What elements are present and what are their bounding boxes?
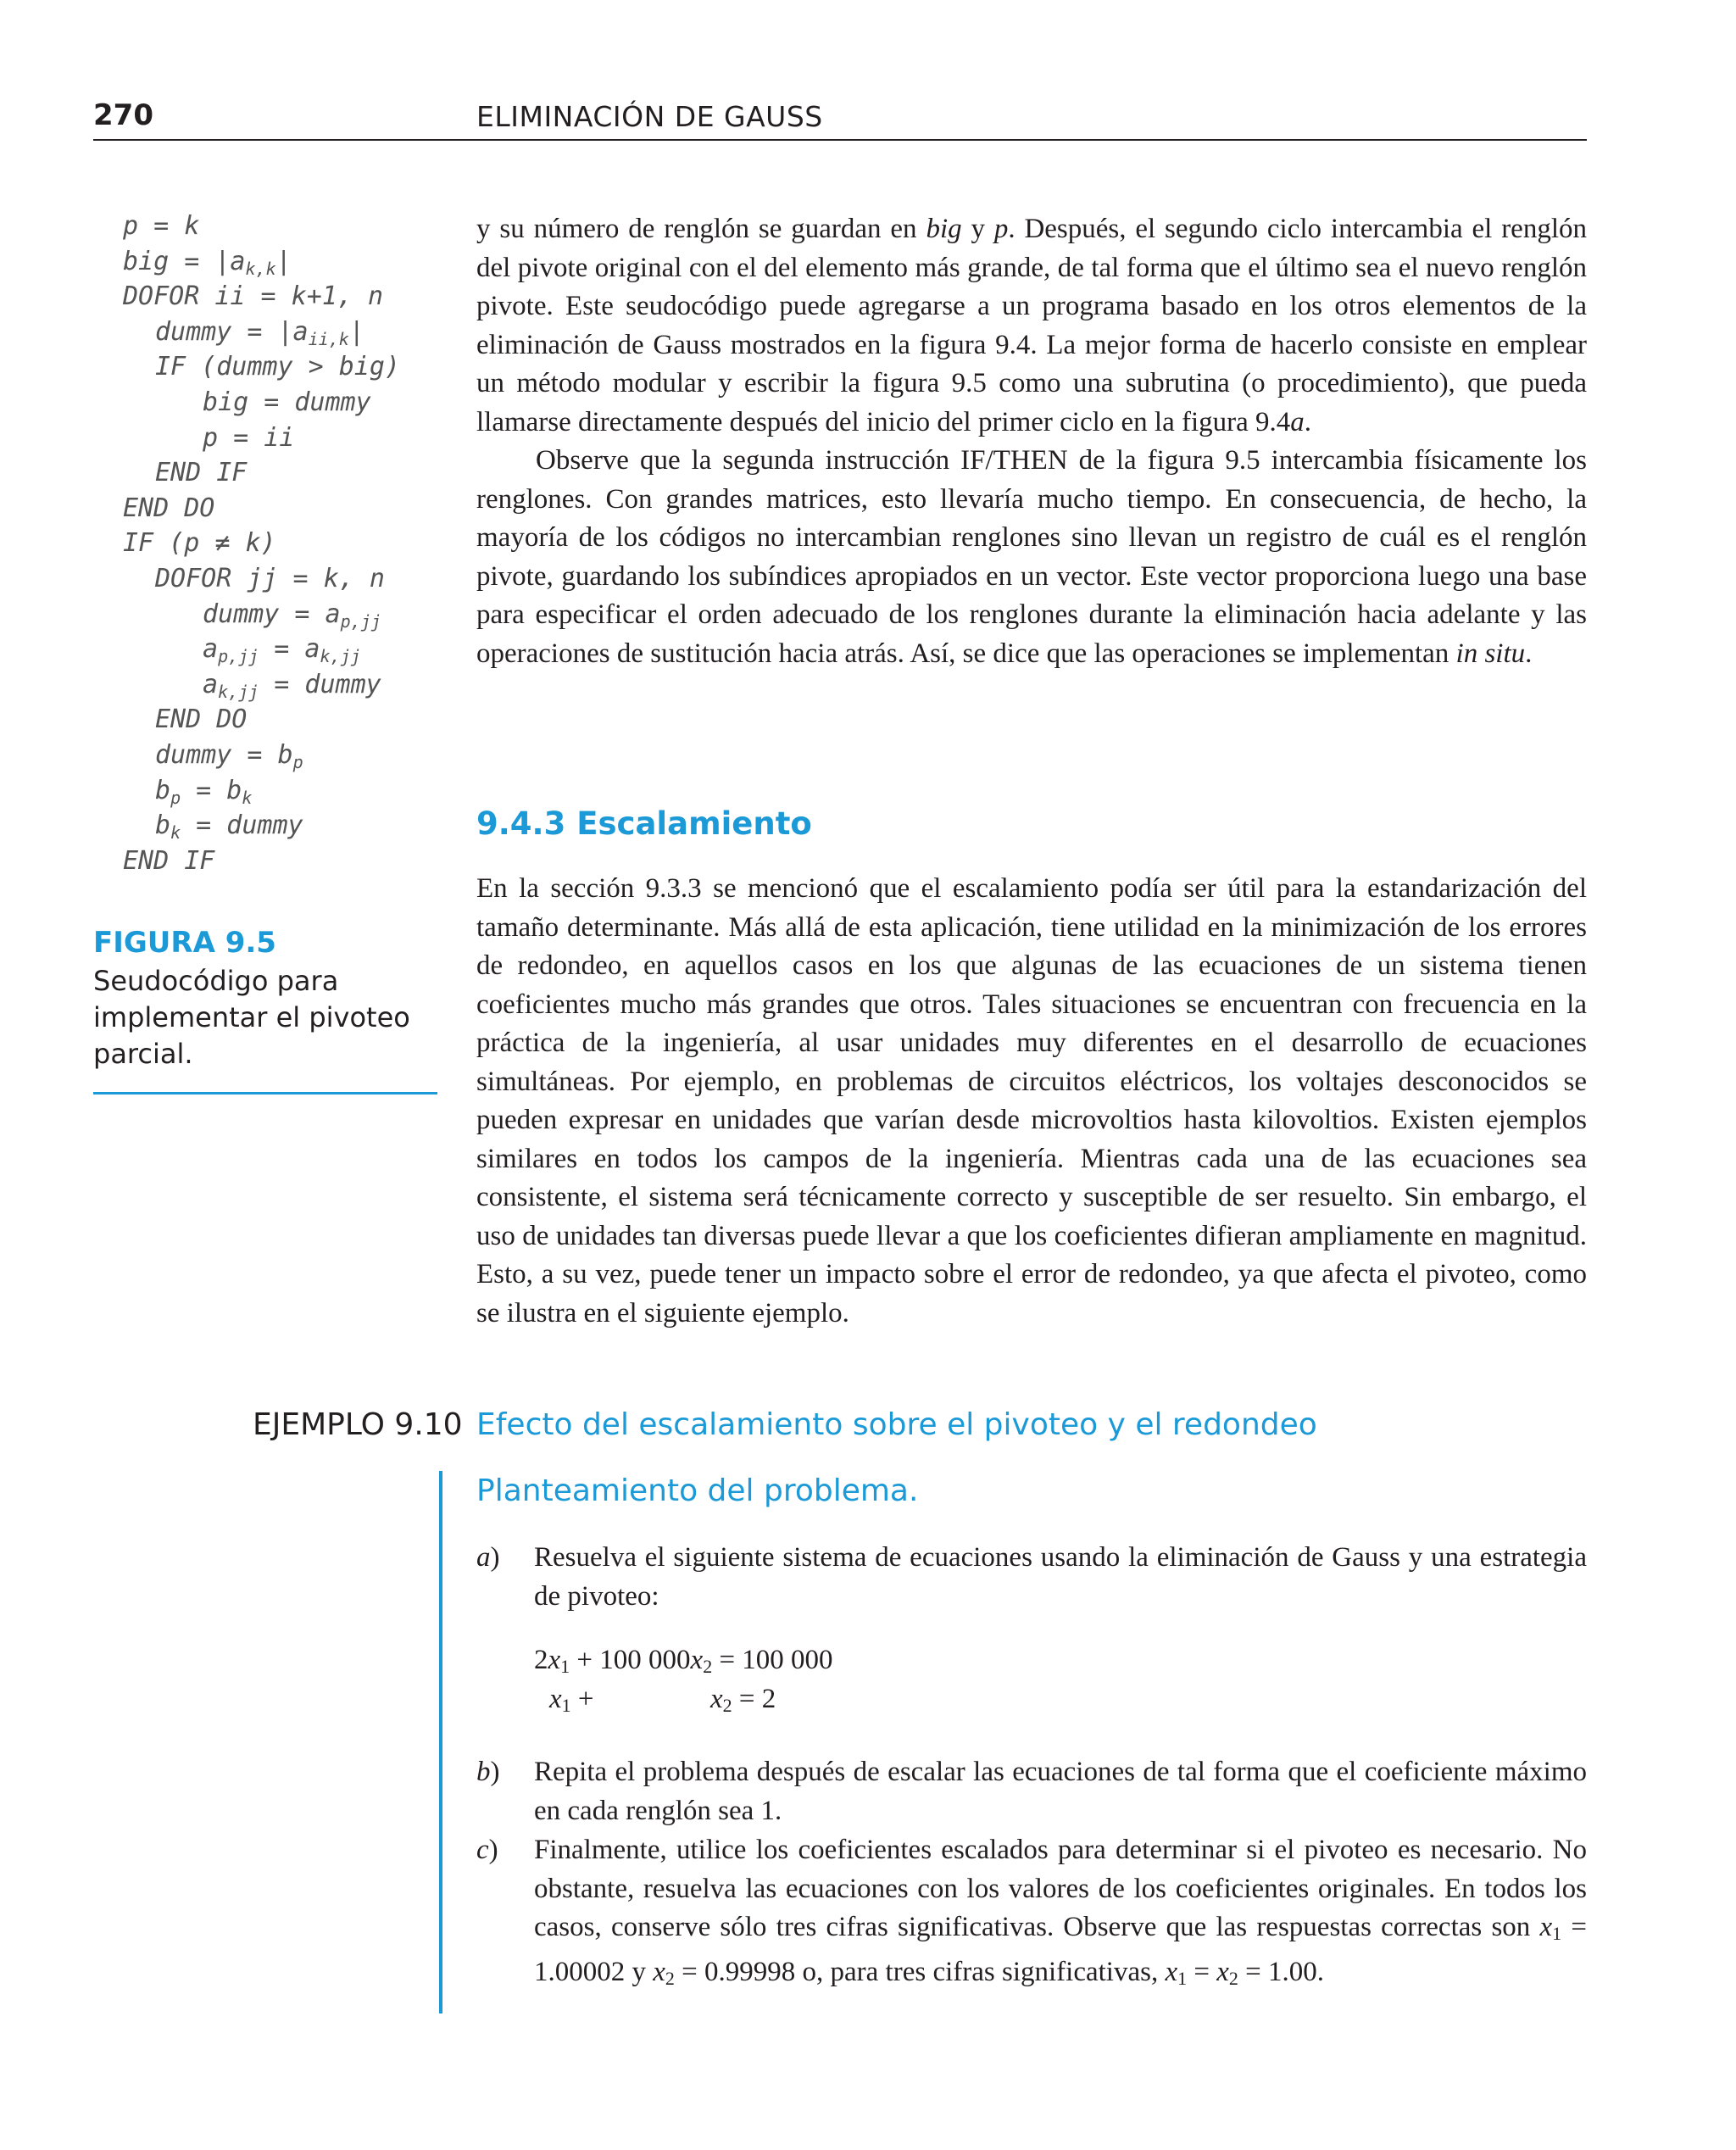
- item-text: Resuelva el siguiente sistema de ecuaciones usando la eliminación de Gauss y una estrategia de pivoteo:: [534, 1542, 1587, 1612]
- code-line: big = dummy: [203, 387, 371, 417]
- code-line: DOFOR ii = k+1, n: [123, 281, 384, 312]
- example-title: Efecto del escalamiento sobre el pivoteo y el redondeo: [476, 1407, 1317, 1442]
- example-bar: [439, 1471, 442, 2014]
- pseudocode-block: [123, 209, 400, 878]
- code-line: p = ii: [203, 422, 295, 453]
- item-text: Repita el problema después de escalar las ecuaciones de tal forma que el coeficiente máximo en cada renglón sea 1.: [534, 1757, 1587, 1826]
- code-line: big = $|a_{k,k}|$: [123, 246, 292, 279]
- code-line: IF (p ≠ k): [123, 528, 276, 559]
- problem-heading: Planteamiento del problema.: [476, 1473, 919, 1508]
- figure-rule: [93, 1092, 437, 1094]
- running-head: ELIMINACIÓN DE GAUSS: [476, 100, 823, 133]
- list-item: [476, 1753, 1587, 1830]
- code-line: $b_k$ = dummy: [155, 810, 303, 844]
- equation-2: $x_1$ +: [549, 1684, 594, 1716]
- paragraph: Observe que la segunda instrucción IF/THEN de la figura 9.5 intercambia físicamente los renglones. Con grandes matrices, esto llevaría mucho tiempo. En consecuencia, de hecho, la mayoría de los códigos no intercambian renglones sino llevan un registro de cuál es el renglón pivote, guardando los subíndices apropiados en un vector. Este vector proporciona luego una base para especificar el orden adecuado de los renglones durante la eliminación hacia adelante y las operaciones de sustitución hacia atrás. Así, se dice que las operaciones se implementan in situ.: [476, 445, 1587, 669]
- paragraph: y su número de renglón se guardan en big y p. Después, el segundo ciclo intercambia el renglón del pivote original con el del elemento más grande, de tal forma que el último sea el nuevo renglón pivote. Este seudocódigo puede agregarse a un programa basado en los otros elementos de la eliminación de Gauss mostrados en la figura 9.4. La mejor forma de hacerlo consiste en emplear un método modular y escribir la figura 9.5 como una subrutina (o procedimiento), que pueda llamarse directamente después del inicio del primer ciclo en la figura 9.4a.: [476, 214, 1588, 437]
- equation-1: $2x_1 + 100$ $000x_2 = 100$ 000: [534, 1645, 833, 1677]
- item-letter: a): [476, 1542, 500, 1573]
- paragraph: En la sección 9.3.3 se mencionó que el escalamiento podía ser útil para la estandarización del tamaño determinante. Más allá de esta aplicación, tiene utilidad en la minimización de los errores de redondeo, en aquellos casos en los que algunas de las ecuaciones de un sistema tienen coeficientes mucho más grandes que otros. Tales situaciones se encuentran con frecuencia en la práctica de la ingeniería, al usar unidades muy diferentes en el desarrollo de ecuaciones simultáneas. Por ejemplo, en problemas de circuitos eléctricos, los voltajes desconocidos se pueden expresar en unidades que varían desde microvoltios hasta kilovoltios. Existen ejemplos similares en todos los campos de la ingeniería. Mientras cada una de las ecuaciones sea consistente, el sistema será técnicamente correcto y susceptible de ser resuelto. Sin embargo, el uso de unidades tan diversas puede llevar a que los coeficientes difieran ampliamente en magnitud. Esto, a su vez, puede tener un impacto sobre el error de redondeo, ya que afecta el pivoteo, como se ilustra en el siguiente ejemplo.: [476, 873, 1587, 1328]
- figure-caption: Seudocódigo para implementar el pivoteo parcial.: [93, 965, 410, 1070]
- page-number: 270: [93, 98, 153, 132]
- figure-label: FIGURA 9.5: [93, 926, 276, 960]
- section-heading: 9.4.3 Escalamiento: [476, 805, 812, 842]
- code-line: dummy = $|a_{ii,k}|$: [155, 316, 364, 349]
- intro-text: [476, 210, 1587, 673]
- section-text: [476, 870, 1587, 1333]
- code-line: dummy = $b_p$: [155, 739, 303, 772]
- code-line: $a_{p,jj} = a_{k,jj}$: [203, 634, 361, 667]
- code-line: DOFOR jj = k, n: [155, 563, 385, 593]
- code-line: END DO: [155, 705, 248, 735]
- code-line: END DO: [123, 493, 215, 523]
- list-item: [476, 1539, 1587, 1616]
- code-line: END IF: [155, 458, 248, 488]
- code-line: dummy = $a_{p,jj}$: [203, 599, 381, 632]
- list-item: [476, 1831, 1587, 1997]
- item-letter: c): [476, 1835, 498, 1865]
- code-line: p = k: [123, 211, 200, 241]
- page-header: [93, 95, 1587, 141]
- code-line: $a_{k,jj}$ = dummy: [203, 669, 381, 702]
- item-text: Finalmente, utilice los coeficientes escalados para determinar si el pivoteo es necesario. No obstante, resuelva las ecuaciones con los valores de los coeficientes originales. En todos los casos, conserve sólo tres cifras significativas. Observe que las respuestas correctas son $x_1 = 1.00002$ y $x_2 = 0.99998$ o, para tres cifras significativas, $x_1 = x_2 = 1.00$.: [534, 1835, 1587, 1989]
- item-letter: b): [476, 1757, 500, 1787]
- equation-2-rhs: $x_2 = 2$: [710, 1684, 776, 1716]
- code-line: IF (dummy > big): [155, 352, 400, 382]
- code-line: $b_p = b_k$: [155, 775, 253, 808]
- code-line: END IF: [123, 845, 215, 876]
- example-label: EJEMPLO 9.10: [253, 1407, 463, 1442]
